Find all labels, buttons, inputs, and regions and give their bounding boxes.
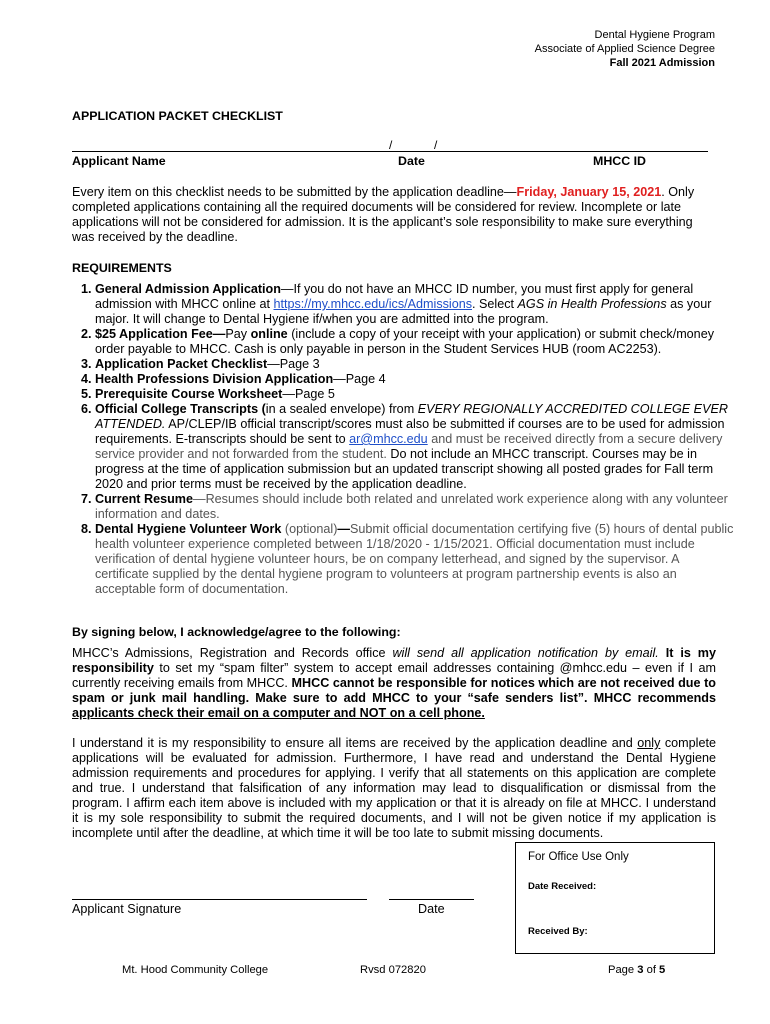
applicant-name-label: Applicant Name [72,154,166,168]
email-link[interactable]: ar@mhcc.edu [349,432,428,446]
admissions-link[interactable]: https://my.mhcc.edu/ics/Admissions [273,297,473,311]
footer-college: Mt. Hood Community College [122,964,269,976]
list-item: 8. Dental Hygiene Volunteer Work (optional)—Submit official documentation certifying five (5) hours of dental public health volunteer experience completed between 1/18/2020 - 1/15/2021. Official documentation must include verification of dental hygiene volunteer hours, be on company letterhead, and signed by the supervisor. A certificate supplied by the dental hygiene program to volunteers at program partnership events is also an acceptable form of documentation. [95,522,735,597]
responsibility-paragraph: I understand it is my responsibility to ensure all items are received by the application deadline and only complete applications will be evaluated for admission. Furthermore, I have read and understand the Dental Hygiene admission requirements and procedures for applying. I verify that all statements on this application are complete and true. I understand that falsification of any information may lead to disqualification or dismissal from the program. I affirm each item above is included with my application or that it is already on file at MHCC. I understand it is my sole responsibility to submit the required documents, and I will not be given notice if my application is incomplete until after the deadline, at which time it will be too late to submit missing documents. [72,736,716,840]
date-received-label: Date Received: [528,881,597,892]
applicant-info-line [72,151,708,152]
list-item: 5. Prerequisite Course Worksheet—Page 5 [95,387,735,402]
list-item: 7. Current Resume—Resumes should include both related and unrelated work experience along with any volunteer information and dates. [95,492,735,522]
email-notice-paragraph: MHCC’s Admissions, Registration and Records office will send all application notification by email. It is my responsibility to set my “spam filter” system to accept email addresses containing @mhcc.edu – even if I am currently receiving emails from MHCC. MHCC cannot be responsible for notices which are not received due to spam or junk mail handling. Make sure to add MHCC to your “safe senders list”. MHCC recommends applicants check their email on a computer and NOT on a cell phone. [72,646,716,720]
program-name: Dental Hygiene Program [594,29,715,41]
signature-line[interactable] [72,899,367,900]
list-item: 6. Official College Transcripts (in a sealed envelope) from EVERY REGIONALLY ACCREDITED COLLEGE EVER ATTENDED. AP/CLEP/IB official transcript/scores must also be submitted if courses are to be used for admission requirements. E-transcripts should be sent to ar@mhcc.edu and must be received directly from a secure delivery service provider and not forwarded from the student. Do not include an MHCC transcript. Courses may be in progress at the time of application submission but an updated transcript showing all posted grades for Fall term 2020 and prior terms must be received by the application deadline. [95,402,735,492]
mhcc-id-label: MHCC ID [593,154,646,168]
footer-page-number: Page 3 of 5 [608,964,666,976]
list-item: 3. Application Packet Checklist—Page 3 [95,357,735,372]
signature-date-line[interactable] [389,899,474,900]
received-by-label: Received By: [528,926,588,937]
page-title: APPLICATION PACKET CHECKLIST [72,109,283,123]
footer-revision: Rvsd 072820 [360,964,426,976]
signature-date-label: Date [418,902,445,916]
requirements-list [72,282,735,597]
admission-term: Fall 2021 Admission [609,57,715,69]
list-item: 4. Health Professions Division Application—Page 4 [95,372,735,387]
document-header [535,28,715,70]
list-item: 1. General Admission Application—If you do not have an MHCC ID number, you must first apply for general admission with MHCC online at https://my.mhcc.edu/ics/Admissions. Select AGS in Health Professions as your major. It will change to Dental Hygiene if/when you are admitted into the program. [95,282,735,327]
deadline-date: Friday, January 15, 2021 [516,185,662,199]
date-slash-2: / [434,138,438,152]
office-use-box [515,842,715,954]
applicant-signature-label: Applicant Signature [72,902,182,916]
date-slash-1: / [389,138,393,152]
office-use-title: For Office Use Only [528,851,629,863]
intro-paragraph: Every item on this checklist needs to be submitted by the application deadline—Friday, January 15, 2021. Only completed applications containing all the required documents will be considered for review. Incomplete or late applications will not be considered for admission. It is the applicant’s sole responsibility to make sure everything was received by the deadline. [72,185,695,244]
degree-name: Associate of Applied Science Degree [534,43,715,55]
requirements-heading: REQUIREMENTS [72,261,172,275]
acknowledge-heading: By signing below, I acknowledge/agree to the following: [72,625,401,639]
list-item: 2. $25 Application Fee—Pay online (include a copy of your receipt with your application) or submit check/money order payable to MHCC. Cash is only payable in person in the Student Services HUB (room AC2253). [95,327,735,357]
date-label: Date [398,154,425,168]
